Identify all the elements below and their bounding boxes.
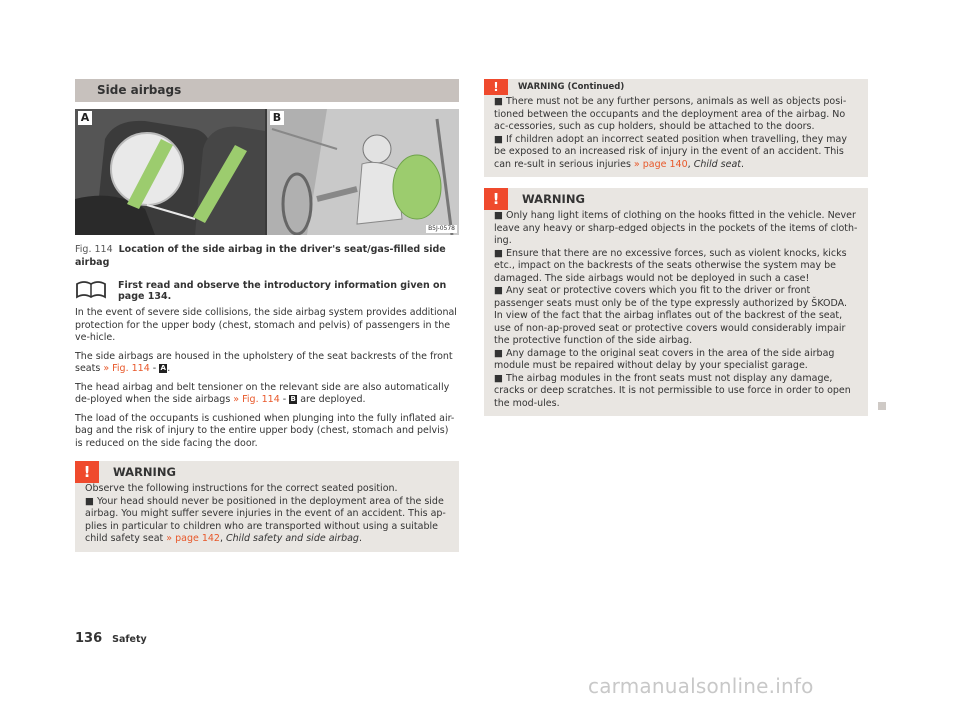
warning-item bbox=[85, 496, 449, 546]
paragraph-1: In the event of severe side collisions, the side airbag system provides additional protection for the upper body (chest, stomach and pelvis) of passengers in the ve-hicle. bbox=[75, 307, 457, 343]
paragraph-3-text: The head airbag and belt tensioner on the relevant side are also automatically de-ployed when the side airbags bbox=[75, 381, 450, 405]
figure-caption bbox=[75, 243, 459, 269]
figure-panel-a bbox=[75, 109, 265, 235]
warning-box-seated-position bbox=[75, 461, 459, 552]
left-column bbox=[75, 79, 459, 552]
child-safety-ref-title: Child safety and side airbag bbox=[226, 533, 359, 544]
right-column bbox=[484, 79, 868, 416]
warning-item-text: ■ If children adopt an incorrect seated position when travelling, they may be exposed to an increased risk of injury in the event of an accident. This can re-sult in serious injuries bbox=[494, 133, 847, 170]
warning-box-continued bbox=[484, 79, 868, 177]
ref-separator: - bbox=[279, 394, 290, 405]
warning-continued-header bbox=[494, 79, 858, 96]
page-140-link[interactable]: » page 140 bbox=[633, 158, 688, 170]
section-title: Side airbags bbox=[75, 79, 459, 102]
letter-b-badge: B bbox=[290, 395, 296, 403]
paragraph-4: The load of the occupants is cushioned when plunging into the fully inflated air-bag and the risk of injury to the entire upper body (chest, stomach and pelvis) is reduced on the side facing the door. bbox=[75, 412, 455, 449]
page-footer bbox=[75, 627, 147, 647]
page-142-link[interactable]: » page 142 bbox=[166, 533, 220, 544]
warning-item: ■ The airbag modules in the front seats must not display any damage, cracks or deep scratches. It is not permissible to use force in order to open the mod-ules. bbox=[494, 372, 851, 409]
figure-code: B5J-0578 bbox=[428, 225, 455, 232]
section-end-mark bbox=[878, 402, 886, 410]
paragraph-3 bbox=[75, 382, 459, 407]
warning-item: ■ Any damage to the original seat covers in the area of the side airbag module must be repaired without delay by your specialist garage. bbox=[494, 347, 835, 371]
first-read-text: First read and observe the introductory information given on page 134. bbox=[118, 280, 447, 302]
paragraph-2-text: The side airbags are housed in the upholstery of the seat backrests of the front seats bbox=[75, 350, 453, 374]
warning-item: ■ Ensure that there are no excessive forces, such as violent knocks, kicks etc., impact on the backrests of the seats otherwise the system may be damaged. The side airbags would not be deployed in such a case! bbox=[494, 247, 847, 284]
warning-icon: ! bbox=[75, 461, 99, 483]
driver-airbag-illustration bbox=[267, 109, 459, 235]
warning-title: WARNING bbox=[113, 465, 176, 479]
warning-item: ■ Any seat or protective covers which you fit to the driver or front passenger seats must only be of the type expressly authorized by ŠKODA. In view of the fact that the airbag inflates out of the backrest of the seat, use of non-ap-proved seat or protective covers would considerably impair the protective function of the side airbag. bbox=[494, 285, 848, 346]
page-number: 136 bbox=[75, 631, 103, 646]
fig-114-link-a[interactable]: » Fig. 114 bbox=[103, 363, 150, 374]
paragraph-3-end: are deployed. bbox=[297, 394, 366, 405]
warning-title: WARNING bbox=[522, 192, 585, 206]
warning-header bbox=[494, 188, 858, 210]
fig-114-link-b[interactable]: » Fig. 114 bbox=[233, 394, 280, 405]
ref-separator: , bbox=[219, 533, 227, 544]
warning-box-seat-covers bbox=[484, 188, 868, 416]
warning-icon: ! bbox=[484, 188, 508, 210]
ref-separator: , bbox=[687, 158, 694, 170]
warning-item-text: ■ Your head should never be positioned in the deployment area of the side airbag. You might suffer severe injuries in the event of an accident. This ap-plies in particular to children who are transported without using a suitable child safety seat bbox=[85, 495, 446, 544]
warning-icon: ! bbox=[484, 79, 508, 95]
warning-item bbox=[494, 134, 858, 172]
warning-header bbox=[85, 461, 449, 483]
child-seat-ref-title: Child seat bbox=[693, 158, 742, 170]
panel-label-b: B bbox=[270, 111, 284, 125]
caption-text: Location of the side airbag in the driver's seat/gas-filled side airbag bbox=[75, 244, 446, 268]
warning-intro: Observe the following instructions for the correct seated position. bbox=[85, 483, 398, 494]
warning-continued-title: WARNING (Continued) bbox=[518, 82, 625, 92]
warning-item-end: . bbox=[358, 533, 362, 544]
ref-separator: - bbox=[149, 363, 160, 374]
book-icon bbox=[75, 279, 107, 299]
paragraph-2-end: . bbox=[167, 363, 171, 374]
first-read-note bbox=[75, 279, 459, 302]
warning-item-end: . bbox=[741, 158, 745, 170]
warning-item: ■ Only hang light items of clothing on the hooks fitted in the vehicle. Never leave any heavy or sharp-edged objects in the pockets of the items of cloth-ing. bbox=[494, 210, 858, 246]
paragraph-2 bbox=[75, 351, 459, 376]
warning-item: ■ There must not be any further persons, animals as well as objects posi-tioned between the occupants and the deployment area of the airbag. No ac-cessories, such as cup holders, should be attached to the doors. bbox=[494, 96, 847, 132]
watermark: carmanualsonline.info bbox=[588, 674, 814, 698]
letter-a-badge: A bbox=[160, 364, 166, 372]
figure-panel-b bbox=[267, 109, 459, 235]
seat-airbag-illustration bbox=[75, 109, 265, 235]
figure-114 bbox=[75, 109, 459, 235]
caption-label: Fig. 114 bbox=[75, 244, 113, 255]
panel-label-a: A bbox=[78, 111, 92, 125]
footer-section: Safety bbox=[112, 634, 147, 645]
